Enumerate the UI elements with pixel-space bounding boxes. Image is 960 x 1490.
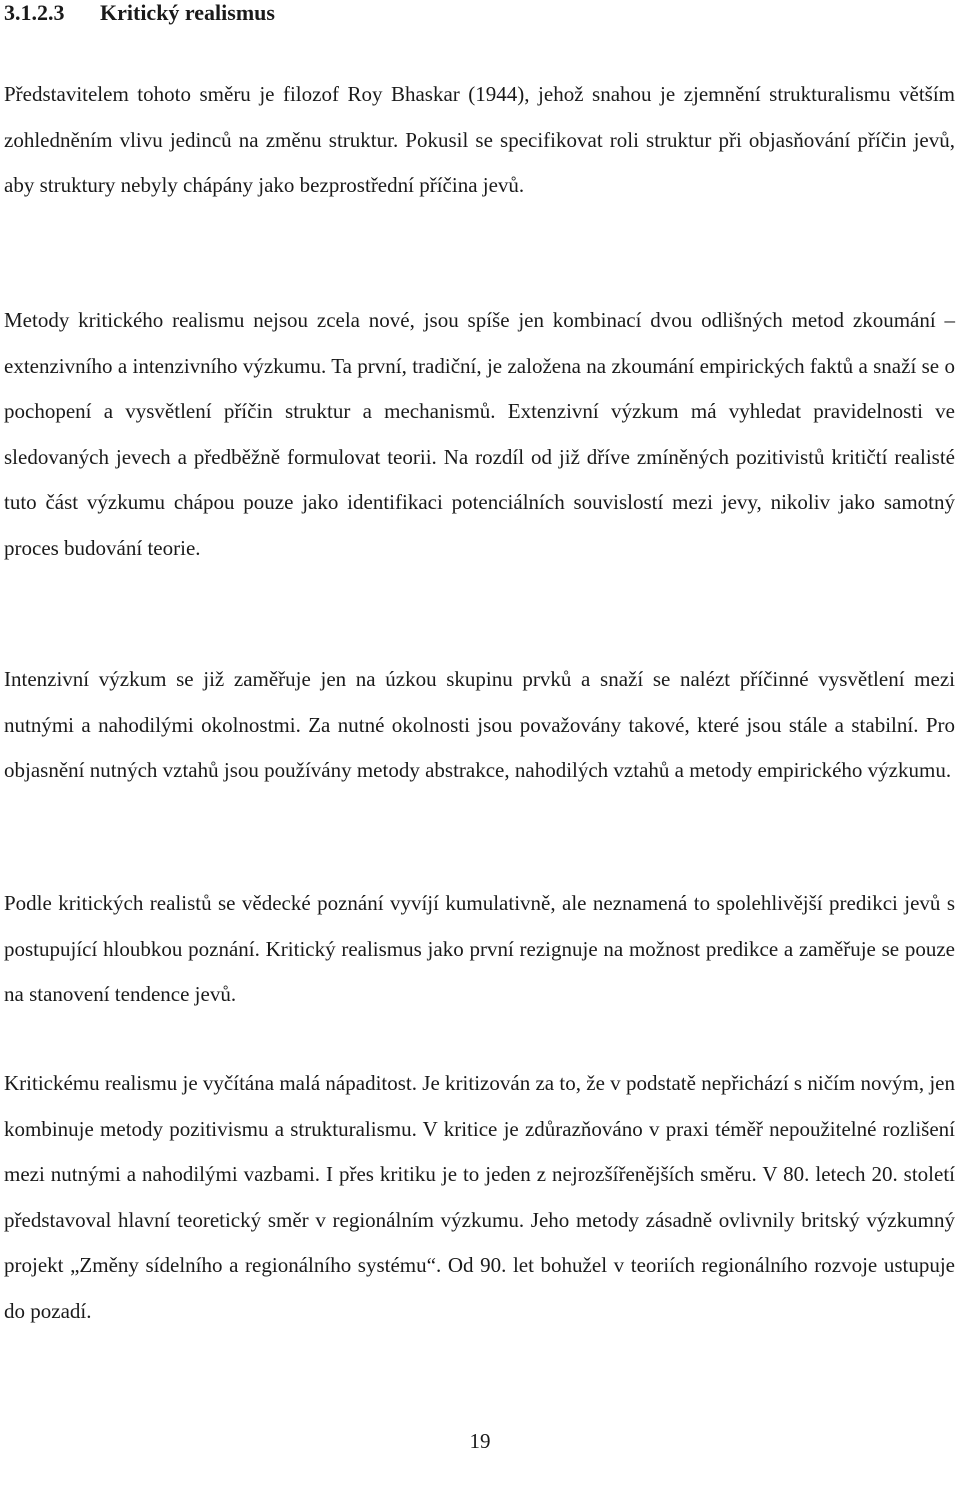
paragraph-1: Představitelem tohoto směru je filozof Roy Bhaskar (1944), jehož snahou je zjemnění strukturalismu větším zohledněním vlivu jedinců na změnu struktur. Pokusil se specifikovat roli struktur při objasňování příčin jevů, aby struktury nebyly chápány jako bezprostřední příčina jevů. <box>4 82 955 198</box>
paragraph-4: Podle kritických realistů se vědecké poznání vyvíjí kumulativně, ale neznamená to spolehlivější predikci jevů s postupující hloubkou poznání. Kritický realismus jako první rezignuje na možnost predikce a zaměřuje se pouze na stanovení tendence jevů. <box>4 891 955 1007</box>
section-number: 3.1.2.3 <box>4 0 65 25</box>
section-title: Kritický realismus <box>100 0 275 25</box>
paragraph-3: Intenzivní výzkum se již zaměřuje jen na úzkou skupinu prvků a snaží se nalézt příčinné vysvětlení mezi nutnými a nahodilými okolnostmi. Za nutné okolnosti jsou považovány takové, které jsou stále a stabilní. Pro objasnění nutných vztahů jsou používány metody abstrakce, nahodilých vztahů a metody empirického výzkumu. <box>4 667 955 783</box>
section-heading <box>4 0 275 28</box>
page-number: 19 <box>469 1429 491 1453</box>
paragraph-5: Kritickému realismu je vyčítána malá nápaditost. Je kritizován za to, že v podstatě nepřichází s ničím novým, jen kombinuje metody pozitivismu a strukturalismu. V kritice je zdůrazňováno v praxi téměř nepoužitelné rozlišení mezi nutnými a nahodilými vazbami. I přes kritiku je to jeden z nejrozšířenějších směru. V 80. letech 20. století představoval hlavní teoretický směr v regionálním výzkumu. Jeho metody zásadně ovlivnily britský výzkumný projekt „Změny sídelního a regionálního systému“. Od 90. let bohužel v teoriích regionálního rozvoje ustupuje do pozadí. <box>4 1071 955 1323</box>
paragraph-2: Metody kritického realismu nejsou zcela nové, jsou spíše jen kombinací dvou odlišných metod zkoumání – extenzivního a intenzivního výzkumu. Ta první, tradiční, je založena na zkoumání empirických faktů a snaží se o pochopení a vysvětlení příčin struktur a mechanismů. Extenzivní výzkum má vyhledat pravidelnosti ve sledovaných jevech a předběžně formulovat teorii. Na rozdíl od již dříve zmíněných pozitivistů kritičtí realisté tuto část výzkumu chápou pouze jako identifikaci potenciálních souvislostí mezi jevy, nikoliv jako samotný proces budování teorie. <box>4 308 955 560</box>
